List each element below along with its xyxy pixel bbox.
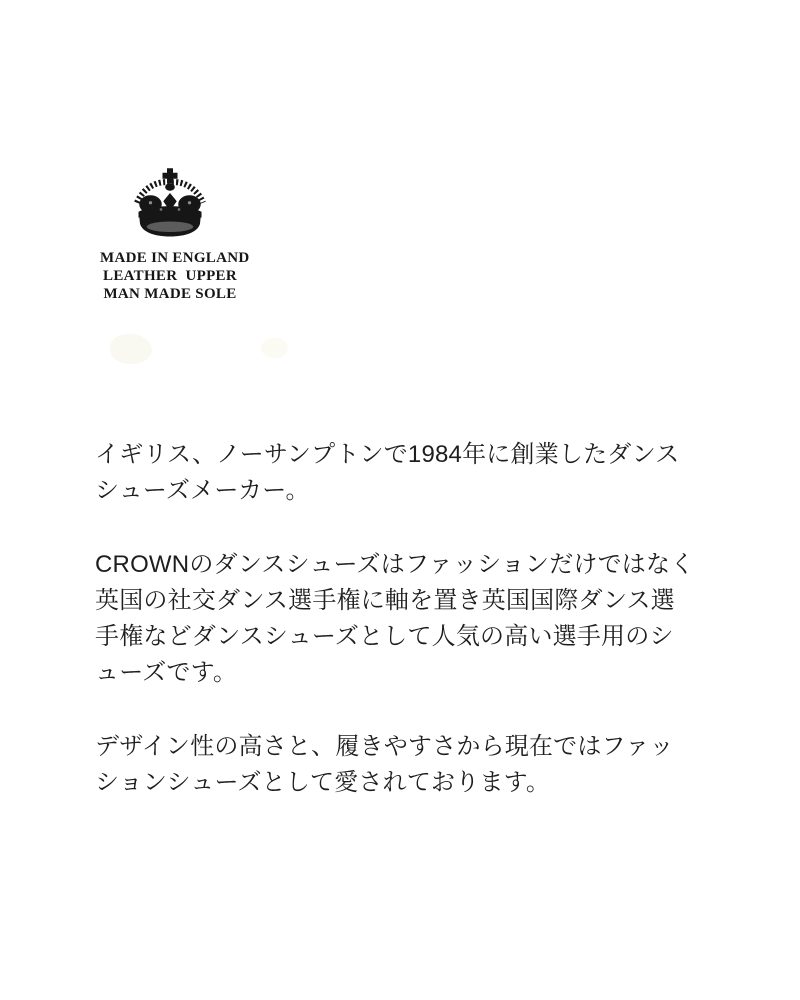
stamp-line-leather-upper: LEATHER UPPER [103,268,237,284]
description-line: ションシューズとして愛されております。 [95,769,551,796]
stamp-line-man-made-sole: MAN MADE SOLE [103,286,237,302]
faint-watermark-blob [261,338,288,358]
brand-description-paragraph-1 [95,437,720,509]
brand-description-paragraph-2 [95,547,720,691]
description-line: イギリス、ノーサンプトンで1984年に創業したダンス [95,441,680,468]
description-line: ューズです。 [95,659,238,686]
stamp-line-made-in-england: MADE IN ENGLAND [100,250,250,266]
description-line: 英国の社交ダンス選手権に軸を置き英国国際ダンス選 [95,587,675,614]
brand-description [95,437,720,801]
faint-watermark-blob [110,334,152,364]
brand-description-paragraph-3 [95,729,720,801]
crown-icon [131,168,209,242]
brand-stamp [100,168,250,303]
description-line: シューズメーカー。 [95,477,310,504]
description-line: デザイン性の高さと、履きやすさから現在ではファッ [95,733,674,760]
description-line: CROWNのダンスシューズはファッションだけではなく [95,551,695,578]
description-line: 手権などダンスシューズとして人気の高い選手用のシ [95,623,674,650]
